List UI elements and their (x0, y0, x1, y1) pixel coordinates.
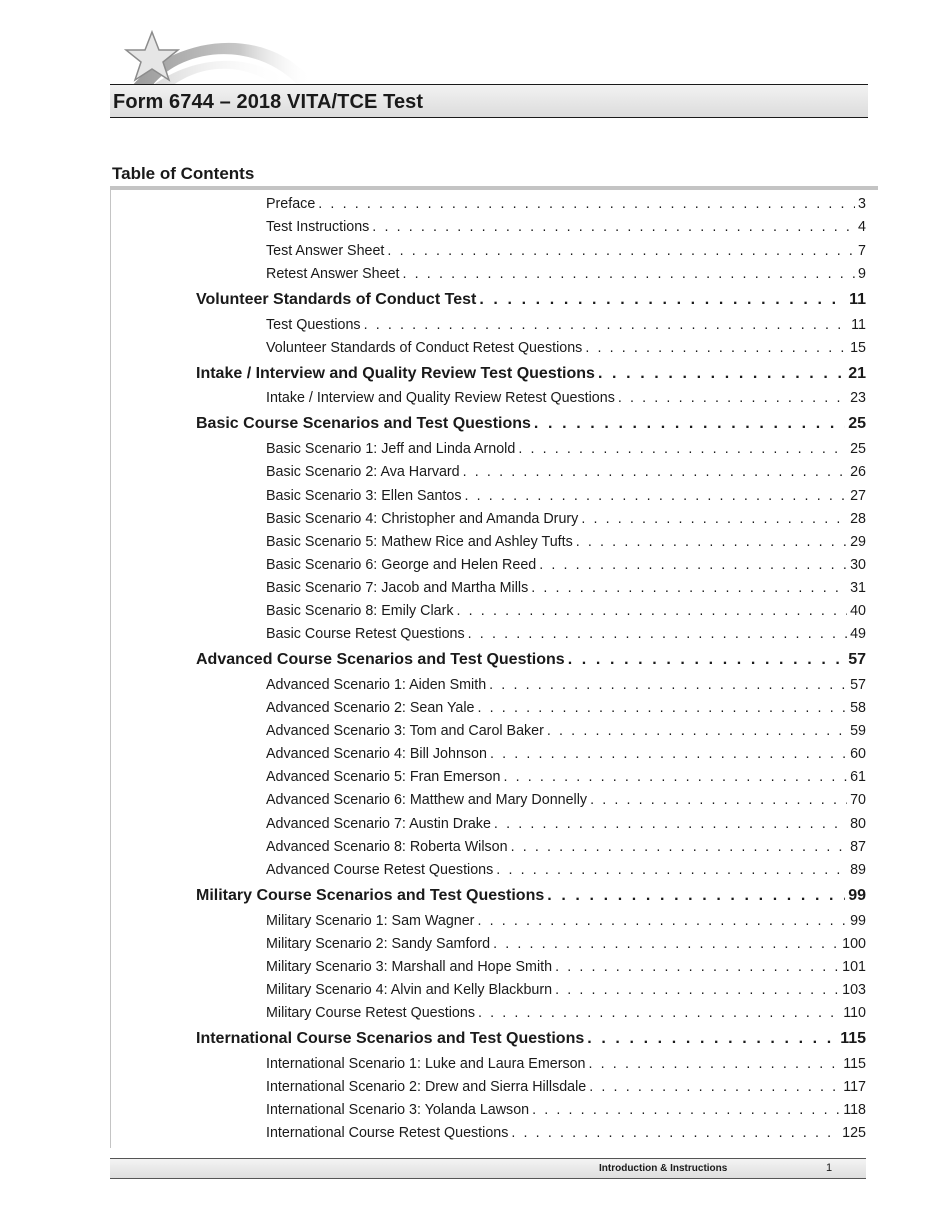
toc-entry-label: Military Scenario 3: Marshall and Hope Smith (266, 959, 553, 975)
toc-dot-leader (555, 982, 839, 998)
toc-entry-page: 30 (850, 557, 866, 573)
toc-entry-label: Test Instructions (266, 219, 370, 235)
toc-entry-label: Military Scenario 2: Sandy Samford (266, 936, 491, 952)
toc-entry-page: 80 (850, 816, 866, 832)
toc-dot-leader (618, 390, 847, 406)
toc-entry[interactable] (266, 1056, 866, 1072)
toc-entry-page: 28 (850, 511, 866, 527)
toc-entry[interactable] (266, 511, 866, 527)
toc-entry-label: Retest Answer Sheet (266, 266, 400, 282)
toc-entry[interactable] (266, 488, 866, 504)
toc-section-entry[interactable] (196, 415, 866, 433)
toc-entry-label: International Scenario 1: Luke and Laura Emerson (266, 1056, 586, 1072)
toc-entry[interactable] (266, 219, 866, 235)
toc-entry-label: Military Course Scenarios and Test Questions (196, 887, 545, 904)
toc-entry[interactable] (266, 700, 866, 716)
toc-entry-label: International Scenario 2: Drew and Sierra Hillsdale (266, 1079, 587, 1095)
toc-dot-leader (532, 1102, 840, 1118)
toc-dot-leader (503, 769, 847, 785)
toc-entry-label: Advanced Scenario 2: Sean Yale (266, 700, 475, 716)
toc-dot-leader (479, 291, 846, 309)
toc-dot-leader (463, 464, 847, 480)
toc-dot-leader (587, 1030, 837, 1048)
toc-entry-label: Volunteer Standards of Conduct Test (196, 291, 477, 308)
toc-entry[interactable] (266, 1102, 866, 1118)
toc-dot-leader (547, 723, 847, 739)
footer-section-title: Introduction & Instructions (599, 1163, 728, 1174)
toc-section-entry[interactable] (196, 651, 866, 669)
toc-dot-leader (468, 626, 847, 642)
toc-entry-label: Military Scenario 1: Sam Wagner (266, 913, 475, 929)
toc-entry-label: Military Course Retest Questions (266, 1005, 475, 1021)
toc-entry-page: 23 (850, 390, 866, 406)
toc-entry-page: 103 (842, 982, 866, 998)
toc-entry-page: 99 (850, 913, 866, 929)
toc-dot-leader (478, 1005, 840, 1021)
toc-entry[interactable] (266, 557, 866, 573)
toc-entry-label: Basic Scenario 6: George and Helen Reed (266, 557, 537, 573)
toc-dot-leader (318, 196, 855, 212)
toc-entry[interactable] (266, 196, 866, 212)
toc-section-entry[interactable] (196, 1030, 866, 1048)
toc-entry-label: Preface (266, 196, 316, 212)
toc-entry[interactable] (266, 839, 866, 855)
toc-entry[interactable] (266, 913, 866, 929)
toc-entry-label: Intake / Interview and Quality Review Retest Questions (266, 390, 615, 406)
toc-entry[interactable] (266, 959, 866, 975)
toc-entry[interactable] (266, 390, 866, 406)
toc-entry-label: International Scenario 3: Yolanda Lawson (266, 1102, 530, 1118)
toc-dot-leader (598, 365, 845, 383)
toc-dot-leader (493, 936, 839, 952)
toc-dot-leader (534, 415, 845, 433)
toc-entry[interactable] (266, 1005, 866, 1021)
toc-entry-label: Advanced Scenario 7: Austin Drake (266, 816, 491, 832)
toc-entry-label: Volunteer Standards of Conduct Retest Questions (266, 340, 583, 356)
document-title: Form 6744 – 2018 VITA/TCE Test (113, 91, 424, 113)
toc-entry-label: Basic Scenario 5: Mathew Rice and Ashley Tufts (266, 534, 573, 550)
toc-dot-leader (518, 441, 847, 457)
toc-entry-page: 89 (850, 862, 866, 878)
toc-dot-leader (589, 1079, 840, 1095)
toc-entry-page: 11 (849, 291, 866, 308)
toc-dot-leader (511, 839, 848, 855)
toc-entry-page: 21 (848, 365, 866, 382)
toc-dot-leader (478, 700, 848, 716)
toc-dot-leader (364, 317, 849, 333)
toc-entry-label: Advanced Scenario 5: Fran Emerson (266, 769, 501, 785)
toc-dot-leader (372, 219, 855, 235)
toc-entry-label: Intake / Interview and Quality Review Test Questions (196, 365, 595, 382)
toc-entry-page: 25 (850, 441, 866, 457)
toc-entry[interactable] (266, 340, 866, 356)
toc-entry-page: 59 (850, 723, 866, 739)
toc-entry-page: 25 (848, 415, 866, 432)
toc-dot-leader (387, 243, 855, 259)
toc-entry-page: 26 (850, 464, 866, 480)
toc-entry[interactable] (266, 464, 866, 480)
toc-entry-label: Advanced Scenario 4: Bill Johnson (266, 746, 487, 762)
toc-dot-leader (465, 488, 848, 504)
toc-entry-label: Advanced Scenario 1: Aiden Smith (266, 677, 487, 693)
toc-entry-label: Basic Scenario 4: Christopher and Amanda Drury (266, 511, 579, 527)
toc-dot-leader (494, 816, 847, 832)
toc-entry-label: Basic Scenario 8: Emily Clark (266, 603, 454, 619)
toc-entry[interactable] (266, 677, 866, 693)
toc-entry-label: Basic Course Retest Questions (266, 626, 465, 642)
toc-section-entry[interactable] (196, 887, 866, 905)
toc-dot-leader (496, 862, 847, 878)
toc-entry-page: 110 (843, 1005, 866, 1021)
toc-entry[interactable] (266, 936, 866, 952)
toc-entry-page: 100 (842, 936, 866, 952)
toc-entry[interactable] (266, 816, 866, 832)
toc-entry[interactable] (266, 266, 866, 282)
toc-entry-label: International Course Scenarios and Test Questions (196, 1030, 585, 1047)
toc-heading: Table of Contents (112, 164, 255, 183)
toc-dot-leader (490, 746, 847, 762)
toc-entry-page: 87 (850, 839, 866, 855)
toc-entry-page: 70 (850, 792, 866, 808)
toc-entry-page: 117 (843, 1079, 866, 1095)
toc-entry-page: 31 (850, 580, 866, 596)
toc-entry[interactable] (266, 769, 866, 785)
toc-entry-page: 58 (850, 700, 866, 716)
toc-entry-page: 125 (842, 1125, 866, 1141)
toc-entry-page: 115 (840, 1030, 866, 1047)
toc-dot-leader (531, 580, 847, 596)
toc-dot-leader (539, 557, 847, 573)
toc-entry-page: 115 (843, 1056, 866, 1072)
toc-entry-page: 60 (850, 746, 866, 762)
toc-dot-leader (547, 887, 845, 905)
toc-entry-page: 57 (850, 677, 866, 693)
toc-entry[interactable] (266, 441, 866, 457)
toc-entry[interactable] (266, 1125, 866, 1141)
toc-entry-page: 3 (858, 196, 866, 212)
toc-entry-page: 15 (850, 340, 866, 356)
footer-bar (110, 1158, 866, 1179)
toc-dot-leader (477, 913, 847, 929)
toc-dot-leader (585, 340, 847, 356)
toc-dot-leader (589, 1056, 841, 1072)
toc-dot-leader (489, 677, 847, 693)
toc-entry-label: Military Scenario 4: Alvin and Kelly Blackburn (266, 982, 553, 998)
toc-entry-page: 11 (851, 317, 866, 333)
toc-entry[interactable] (266, 580, 866, 596)
toc-section-entry[interactable] (196, 365, 866, 383)
toc-entry[interactable] (266, 723, 866, 739)
toc-entry[interactable] (266, 317, 866, 333)
toc-entry[interactable] (266, 626, 866, 642)
toc-entry-label: Basic Scenario 3: Ellen Santos (266, 488, 462, 504)
toc-entry-label: International Course Retest Questions (266, 1125, 509, 1141)
toc-entry[interactable] (266, 746, 866, 762)
toc-dot-leader (581, 511, 847, 527)
toc-entry-label: Basic Scenario 2: Ava Harvard (266, 464, 460, 480)
toc-entry-label: Test Answer Sheet (266, 243, 385, 259)
toc-entry[interactable] (266, 792, 866, 808)
toc-section-entry[interactable] (196, 291, 866, 309)
toc-entry-label: Advanced Scenario 8: Roberta Wilson (266, 839, 508, 855)
toc-dot-leader (555, 959, 839, 975)
toc-dot-leader (457, 603, 848, 619)
toc-dot-leader (403, 266, 856, 282)
toc-entry-label: Test Questions (266, 317, 361, 333)
toc-entry-page: 40 (850, 603, 866, 619)
toc-entry-label: Advanced Course Scenarios and Test Questions (196, 651, 565, 668)
toc-entry-page: 99 (848, 887, 866, 904)
toc-entry-page: 61 (850, 769, 866, 785)
toc-dot-leader (511, 1125, 839, 1141)
toc-entry[interactable] (266, 862, 866, 878)
toc-entry-page: 4 (858, 219, 866, 235)
footer-page-number: 1 (826, 1162, 833, 1174)
toc-dot-leader (568, 651, 846, 669)
toc-entry-page: 101 (842, 959, 866, 975)
toc-dot-leader (590, 792, 847, 808)
toc-entry-label: Basic Scenario 7: Jacob and Martha Mills (266, 580, 529, 596)
toc-entry[interactable] (266, 534, 866, 550)
toc-entry-page: 118 (843, 1102, 866, 1118)
toc-entry-label: Advanced Scenario 6: Matthew and Mary Donnelly (266, 792, 588, 808)
toc-entry-label: Advanced Course Retest Questions (266, 862, 494, 878)
toc-entry[interactable] (266, 603, 866, 619)
toc-entry-page: 49 (850, 626, 866, 642)
toc-entry-page: 57 (848, 651, 866, 668)
toc-entry[interactable] (266, 1079, 866, 1095)
toc-entry-page: 9 (858, 266, 866, 282)
toc-entry[interactable] (266, 243, 866, 259)
toc-dot-leader (576, 534, 847, 550)
toc-entry-label: Basic Course Scenarios and Test Questions (196, 415, 531, 432)
toc-entry-page: 29 (850, 534, 866, 550)
toc-entry-label: Advanced Scenario 3: Tom and Carol Baker (266, 723, 544, 739)
toc-entry-label: Basic Scenario 1: Jeff and Linda Arnold (266, 441, 516, 457)
toc-entry-page: 7 (858, 243, 866, 259)
toc-entry[interactable] (266, 982, 866, 998)
toc-entry-page: 27 (850, 488, 866, 504)
